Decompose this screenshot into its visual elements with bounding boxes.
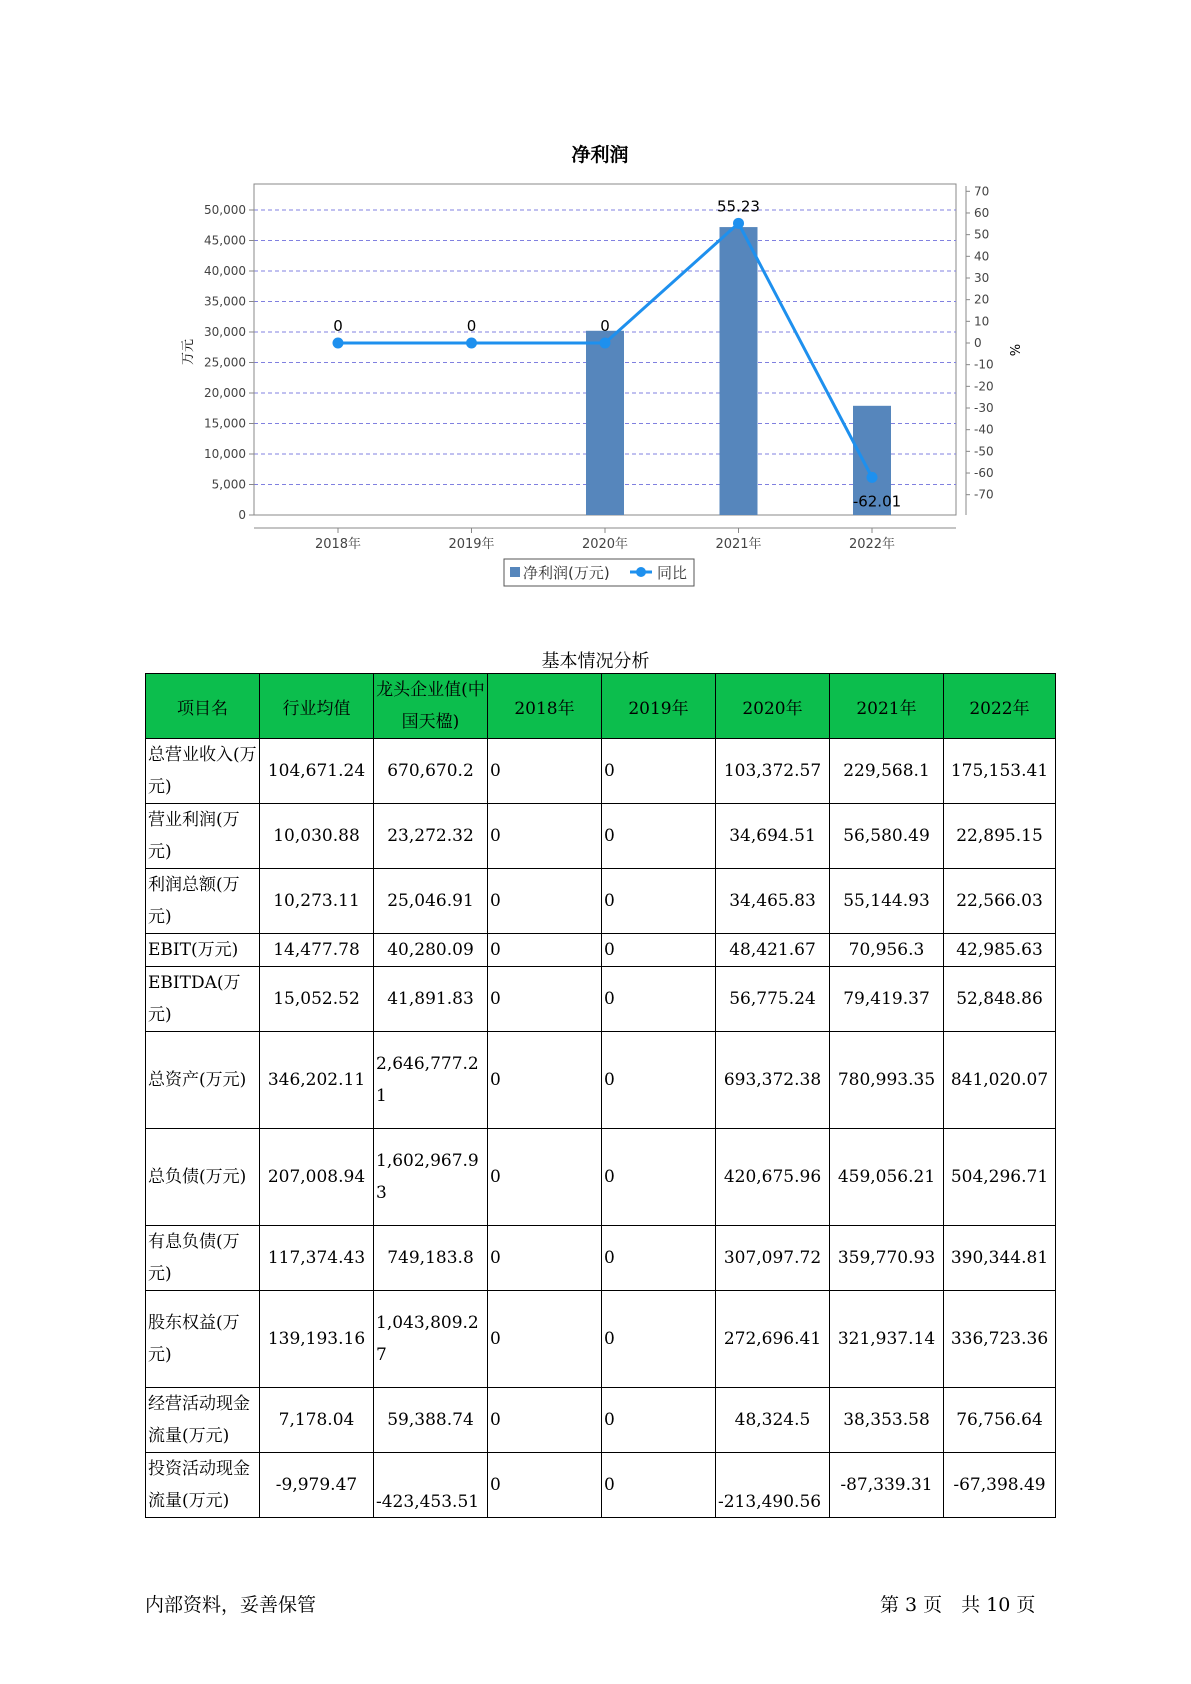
year-2020-cell: -213,490.56: [716, 1453, 830, 1518]
row-label: 总负债(万元): [146, 1129, 260, 1226]
table-row: [146, 1291, 1056, 1388]
industry-avg-cell: 207,008.94: [260, 1129, 374, 1226]
yoy-point: [600, 338, 611, 349]
year-2022-cell: 52,848.86: [944, 967, 1056, 1032]
year-2020-cell: 34,465.83: [716, 869, 830, 934]
industry-avg-cell: 10,030.88: [260, 804, 374, 869]
yoy-data-label: 0: [466, 317, 477, 335]
left-tick-label: 30,000: [204, 325, 246, 339]
left-tick-label: 15,000: [204, 416, 246, 431]
year-2019-cell: 0: [602, 1129, 716, 1226]
leader-value-cell: 23,272.32: [374, 804, 488, 869]
x-tick-label: 2020年: [581, 537, 629, 552]
year-2018-cell: 0: [488, 1032, 602, 1129]
year-2018-cell: 0: [488, 1129, 602, 1226]
left-tick-label: 45,000: [204, 233, 246, 248]
year-2021-cell: 459,056.21: [830, 1129, 944, 1226]
header-cell: 2022年: [944, 674, 1056, 739]
left-tick-label: 0: [238, 508, 246, 522]
year-2018-cell: 0: [488, 804, 602, 869]
year-2019-cell: 0: [602, 739, 716, 804]
leader-value-cell: -423,453.51: [374, 1453, 488, 1518]
right-tick-label: -70: [974, 487, 994, 502]
x-tick-label: 2022年: [848, 537, 896, 552]
table-row: [146, 1226, 1056, 1291]
industry-avg-cell: 104,671.24: [260, 739, 374, 804]
left-tick-label: 35,000: [204, 294, 246, 309]
year-2021-cell: 229,568.1: [830, 739, 944, 804]
industry-avg-cell: 14,477.78: [260, 934, 374, 967]
yoy-point: [733, 218, 744, 229]
year-2021-cell: 55,144.93: [830, 869, 944, 934]
year-2019-cell: 0: [602, 967, 716, 1032]
chart-title: 净利润: [571, 144, 629, 166]
right-tick-label: -60: [974, 466, 994, 481]
table-header-row: [146, 674, 1056, 739]
year-2021-cell: 359,770.93: [830, 1226, 944, 1291]
row-label: 营业利润(万元): [146, 804, 260, 869]
right-tick-label: 50: [974, 227, 990, 242]
leader-value-cell: 41,891.83: [374, 967, 488, 1032]
year-2022-cell: 22,895.15: [944, 804, 1056, 869]
year-2021-cell: 321,937.14: [830, 1291, 944, 1388]
right-tick-label: -40: [974, 422, 994, 437]
leader-value-cell: 59,388.74: [374, 1388, 488, 1453]
row-label: 总资产(万元): [146, 1032, 260, 1129]
x-tick-label: 2018年: [314, 537, 362, 552]
yoy-point: [333, 338, 344, 349]
table-row: [146, 967, 1056, 1032]
year-2018-cell: 0: [488, 869, 602, 934]
right-tick-label: 20: [974, 292, 990, 307]
year-2022-cell: 175,153.41: [944, 739, 1056, 804]
leader-value-cell: 749,183.8: [374, 1226, 488, 1291]
row-label: 经营活动现金流量(万元): [146, 1388, 260, 1453]
header-cell: 行业均值: [260, 674, 374, 739]
header-cell: 2021年: [830, 674, 944, 739]
footer-confidential-note: 内部资料，妥善保管: [145, 1594, 317, 1616]
basic-analysis-table: [145, 673, 1056, 1518]
industry-avg-cell: 15,052.52: [260, 967, 374, 1032]
year-2018-cell: 0: [488, 1388, 602, 1453]
row-label: 有息负债(万元): [146, 1226, 260, 1291]
profit-bar: [586, 331, 624, 515]
year-2019-cell: 0: [602, 1291, 716, 1388]
leader-value-cell: 2,646,777.21: [374, 1032, 488, 1129]
year-2022-cell: 22,566.03: [944, 869, 1056, 934]
left-tick-label: 10,000: [204, 447, 246, 461]
left-tick-label: 50,000: [204, 203, 246, 217]
legend-bar-label: 净利润(万元): [523, 564, 610, 582]
leader-value-cell: 1,602,967.93: [374, 1129, 488, 1226]
year-2021-cell: -87,339.31: [830, 1453, 944, 1518]
year-2022-cell: 76,756.64: [944, 1388, 1056, 1453]
right-tick-label: -10: [974, 357, 994, 372]
year-2021-cell: 780,993.35: [830, 1032, 944, 1129]
year-2020-cell: 272,696.41: [716, 1291, 830, 1388]
year-2019-cell: 0: [602, 1032, 716, 1129]
left-tick-label: 40,000: [204, 264, 246, 278]
leader-value-cell: 670,670.2: [374, 739, 488, 804]
year-2021-cell: 70,956.3: [830, 934, 944, 967]
right-tick-label: 40: [974, 249, 990, 264]
table-title: 基本情况分析: [541, 651, 650, 672]
right-tick-label: -30: [974, 401, 994, 416]
left-axis-label: 万元: [181, 338, 196, 366]
row-label: EBIT(万元): [146, 934, 260, 967]
year-2020-cell: 34,694.51: [716, 804, 830, 869]
net-profit-chart: [0, 0, 1191, 600]
year-2019-cell: 0: [602, 1453, 716, 1518]
x-axis: [254, 528, 956, 552]
right-tick-label: 10: [974, 314, 990, 329]
legend-line-label: 同比: [657, 564, 688, 582]
row-label: 股东权益(万元): [146, 1291, 260, 1388]
table-row: [146, 1129, 1056, 1226]
leader-value-cell: 40,280.09: [374, 934, 488, 967]
industry-avg-cell: 10,273.11: [260, 869, 374, 934]
table-row: [146, 1032, 1056, 1129]
right-tick-label: 30: [974, 270, 990, 285]
year-2019-cell: 0: [602, 804, 716, 869]
right-tick-label: -50: [974, 444, 994, 459]
profit-bar: [720, 227, 758, 515]
bar-series: [586, 227, 891, 515]
table-row: [146, 934, 1056, 967]
row-label: 总营业收入(万元): [146, 739, 260, 804]
year-2019-cell: 0: [602, 934, 716, 967]
year-2021-cell: 56,580.49: [830, 804, 944, 869]
table-row: [146, 739, 1056, 804]
year-2020-cell: 56,775.24: [716, 967, 830, 1032]
left-tick-label: 25,000: [204, 355, 246, 370]
left-y-axis: [204, 184, 254, 522]
year-2020-cell: 420,675.96: [716, 1129, 830, 1226]
header-cell: 项目名: [146, 674, 260, 739]
year-2020-cell: 48,324.5: [716, 1388, 830, 1453]
footer-page-number: 第 3 页 共 10 页: [880, 1594, 1036, 1616]
header-cell: 2020年: [716, 674, 830, 739]
right-axis-label: %: [1006, 343, 1021, 357]
table-row: [146, 804, 1056, 869]
year-2019-cell: 0: [602, 1226, 716, 1291]
yoy-data-label: 55.23: [717, 197, 760, 216]
yoy-data-label: -62.01: [852, 492, 902, 511]
header-cell: 龙头企业值(中国天楹): [374, 674, 488, 739]
year-2018-cell: 0: [488, 739, 602, 804]
year-2018-cell: 0: [488, 1291, 602, 1388]
right-tick-label: -20: [974, 379, 994, 394]
table-row: [146, 1388, 1056, 1453]
table-row: [146, 869, 1056, 934]
yoy-data-label: 0: [600, 317, 610, 335]
leader-value-cell: 25,046.91: [374, 869, 488, 934]
legend-line-marker: [636, 567, 646, 577]
year-2022-cell: 390,344.81: [944, 1226, 1056, 1291]
industry-avg-cell: -9,979.47: [260, 1453, 374, 1518]
row-label: 投资活动现金流量(万元): [146, 1453, 260, 1518]
left-tick-label: 20,000: [204, 386, 246, 400]
year-2022-cell: -67,398.49: [944, 1453, 1056, 1518]
right-tick-label: 70: [974, 184, 990, 199]
x-tick-label: 2019年: [448, 537, 495, 552]
row-label: EBITDA(万元): [146, 967, 260, 1032]
year-2019-cell: 0: [602, 1388, 716, 1453]
year-2022-cell: 841,020.07: [944, 1032, 1056, 1129]
yoy-data-label: 0: [333, 317, 343, 335]
right-y-axis: [966, 184, 994, 515]
industry-avg-cell: 346,202.11: [260, 1032, 374, 1129]
industry-avg-cell: 117,374.43: [260, 1226, 374, 1291]
year-2020-cell: 307,097.72: [716, 1226, 830, 1291]
legend-bar-swatch: [510, 567, 520, 577]
right-tick-label: 0: [974, 336, 982, 350]
year-2020-cell: 103,372.57: [716, 739, 830, 804]
row-label: 利润总额(万元): [146, 869, 260, 934]
header-cell: 2018年: [488, 674, 602, 739]
year-2019-cell: 0: [602, 869, 716, 934]
industry-avg-cell: 7,178.04: [260, 1388, 374, 1453]
year-2020-cell: 693,372.38: [716, 1032, 830, 1129]
left-tick-label: 5,000: [211, 477, 246, 492]
year-2022-cell: 336,723.36: [944, 1291, 1056, 1388]
header-cell: 2019年: [602, 674, 716, 739]
x-tick-label: 2021年: [715, 537, 762, 552]
leader-value-cell: 1,043,809.27: [374, 1291, 488, 1388]
industry-avg-cell: 139,193.16: [260, 1291, 374, 1388]
chart-legend: [504, 559, 694, 586]
year-2022-cell: 42,985.63: [944, 934, 1056, 967]
year-2021-cell: 38,353.58: [830, 1388, 944, 1453]
year-2018-cell: 0: [488, 934, 602, 967]
yoy-point: [867, 472, 878, 483]
year-2020-cell: 48,421.67: [716, 934, 830, 967]
year-2018-cell: 0: [488, 1226, 602, 1291]
year-2021-cell: 79,419.37: [830, 967, 944, 1032]
table-row: [146, 1453, 1056, 1518]
right-tick-label: 60: [974, 205, 990, 220]
year-2018-cell: 0: [488, 1453, 602, 1518]
year-2022-cell: 504,296.71: [944, 1129, 1056, 1226]
yoy-point: [466, 338, 477, 349]
year-2018-cell: 0: [488, 967, 602, 1032]
